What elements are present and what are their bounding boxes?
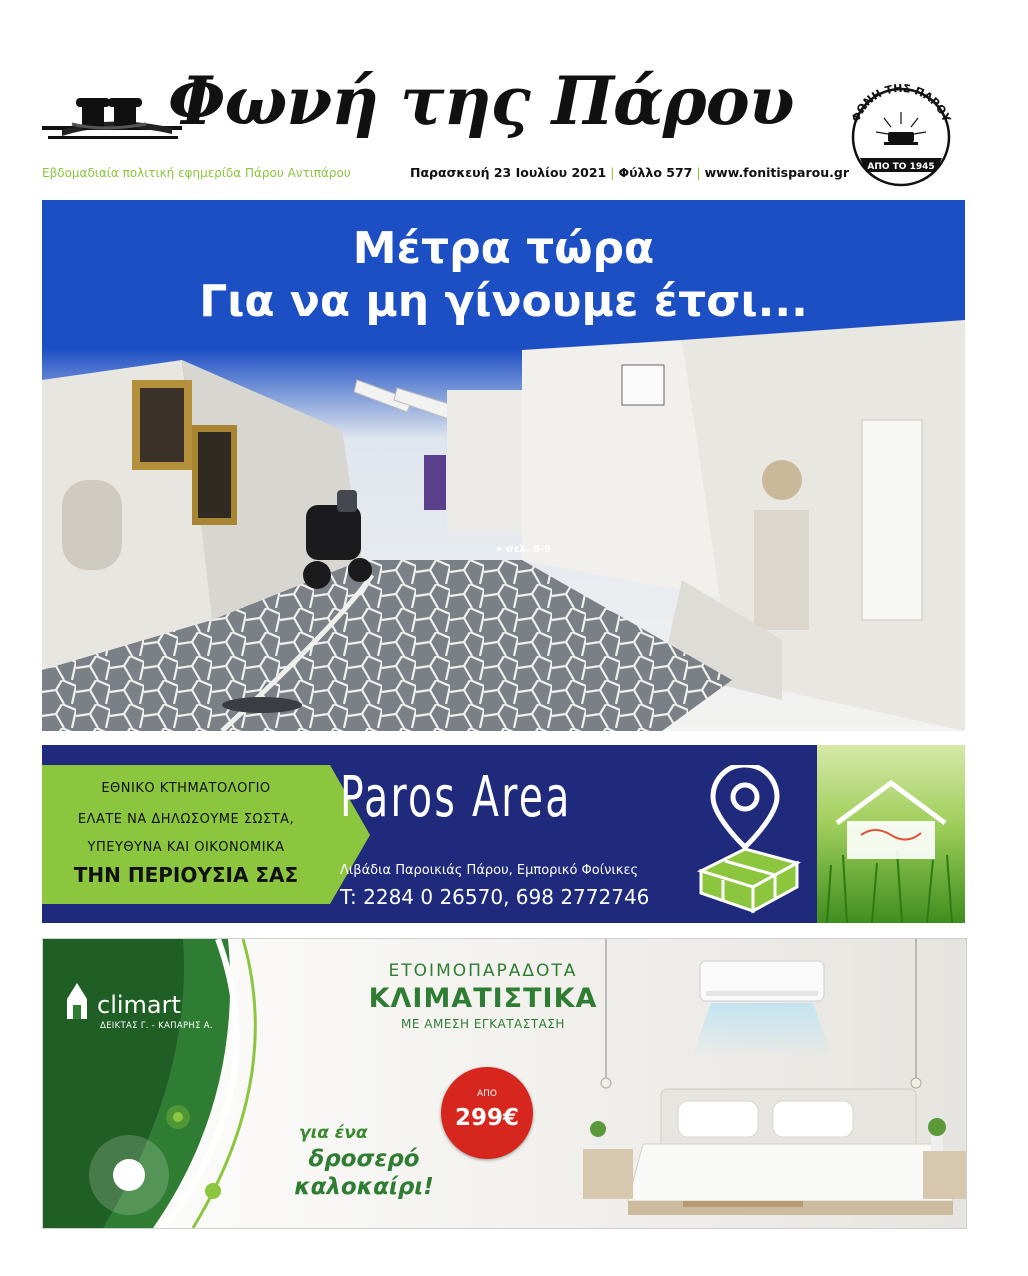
cadastre-message-panel xyxy=(42,765,330,904)
offer-line-1: ΕΤΟΙΜΟΠΑΡΑΔΟΤΑ xyxy=(388,961,578,981)
headline-line-2: Για να μη γίνουμε έτσι... xyxy=(199,276,808,327)
separator: | xyxy=(696,165,701,180)
ad-address: Λιβάδια Παροικιάς Πάρου, Εμπορικό Φοίνικες xyxy=(340,863,639,878)
price-from-label: ΑΠΟ xyxy=(476,1089,497,1099)
tagline: Εβδομαδιαία πολιτική εφημερίδα Πάρου Αντιπάρου xyxy=(42,166,351,180)
cover-story[interactable] xyxy=(42,200,965,731)
issue-date: Παρασκευή 23 Ιουλίου 2021 xyxy=(410,165,607,180)
paros-area-ad[interactable] xyxy=(42,745,965,923)
seal-text-bottom: ΑΠΟ ΤΟ 1945 xyxy=(867,162,935,172)
climart-brand-sub: ΔΕΙΚΤΑΣ Γ. - ΚΑΠΑΡΗΣ Α. xyxy=(100,1021,213,1031)
website-link[interactable]: www.fonitisparou.gr xyxy=(704,165,849,180)
slogan-line-3: καλοκαίρι! xyxy=(294,1174,434,1200)
grass-house-photo xyxy=(817,745,965,923)
ad-line-3: ΥΠΕΥΘΥΝΑ ΚΑΙ ΟΙΚΟΝΟΜΙΚΑ xyxy=(87,840,285,855)
page-reference[interactable]: » σελ. 8-9 xyxy=(496,544,551,555)
climart-brand: climart xyxy=(97,991,181,1019)
mooring-bollard-logo xyxy=(42,84,182,144)
slogan-line-1: για ένα xyxy=(299,1123,368,1143)
seal-text-top: ΦΩΝΗ ΤΗΣ ΠΑΡΟΥ xyxy=(848,81,954,124)
climart-ad[interactable] xyxy=(42,938,967,1229)
issue-number: Φύλλο 577 xyxy=(618,165,693,180)
issue-line xyxy=(410,165,849,180)
paros-area-brand: Paros Area xyxy=(340,765,572,830)
price-value: 299€ xyxy=(454,1105,519,1131)
ad-line-4: ΤΗΝ ΠΕΡΙΟΥΣΙΑ ΣΑΣ xyxy=(73,863,299,887)
cover-headline[interactable] xyxy=(42,222,965,328)
ad-line-1: ΕΘΝΙΚΟ ΚΤΗΜΑΤΟΛΟΓΙΟ xyxy=(101,781,271,796)
ad-line-2: ΕΛΑΤΕ ΝΑ ΔΗΛΩΣΟΥΜΕ ΣΩΣΤΑ, xyxy=(77,812,295,827)
headline-line-1: Μέτρα τώρα xyxy=(352,223,655,274)
newspaper-seal xyxy=(836,72,966,202)
ad-phone[interactable]: T: 2284 0 26570, 698 2772746 xyxy=(340,885,650,909)
separator: | xyxy=(610,165,615,180)
location-pin-parcel-icon xyxy=(695,765,805,915)
offer-line-3: ΜΕ ΑΜΕΣΗ ΕΓΚΑΤΑΣΤΑΣΗ xyxy=(401,1017,565,1031)
slogan-line-2: δροσερό xyxy=(308,1146,420,1172)
offer-line-2: ΚΛΙΜΑΤΙΣΤΙΚΑ xyxy=(368,983,598,1014)
newspaper-title: Φωνή της Πάρου xyxy=(168,62,794,140)
masthead xyxy=(0,0,1028,200)
slogan-lines xyxy=(269,1145,459,1201)
